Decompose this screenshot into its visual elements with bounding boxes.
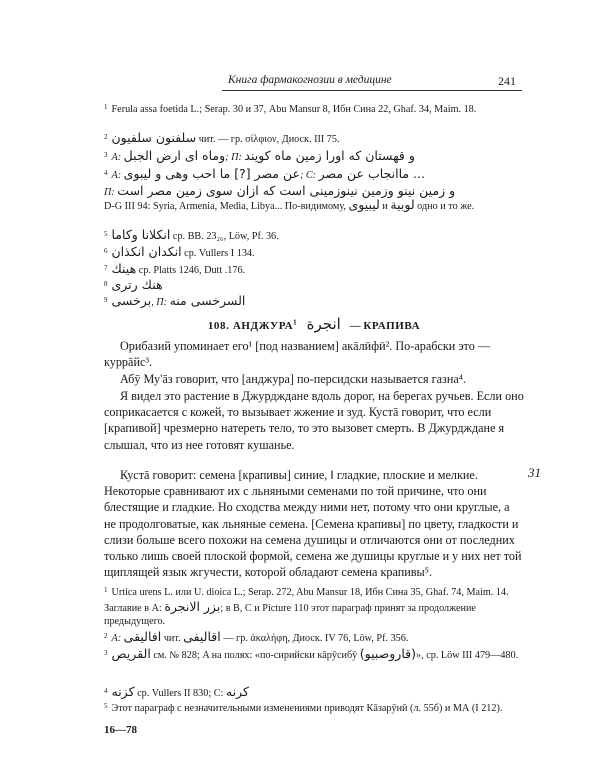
body-paragraph: Кустā говорит: семена [крапивы] синие, ‖ гладкие, плоские и мелкие. Некоторые сравнивают их с льняными семенами по той причине, что они блестящие и гладкие. Но сходства между ними нет, потому что они круглые, а не продолговатые, как льняные семена. [Семена крапивы] по цвету, гладкости и слизи больше всего похожи на семена душицы и отличаются они от последних только лишь своей плоской формой, семена же душицы круглые и у них нет той щиплящей язык жгучести, которой обладают семена крапивы⁵.: [104, 468, 522, 580]
footnote-5: $^5$ انکلانا وکاما ср. BB. 23₂₆, Löw, Pf. 36.: [104, 227, 279, 242]
printer-signature: 16—78: [104, 724, 137, 736]
footnote-6: $^6$ انکدان انکذان ср. Vullers I 134.: [104, 244, 255, 259]
footnote-b4: $^4$ کزنه ср. Vullers II 830; C: کرنه: [104, 684, 249, 699]
body-paragraph: Абӯ Му'āз говорит, что [анджура] по-персидски называется газна⁴.: [120, 372, 467, 386]
running-title: Книга фармакогнозии в медицине: [228, 74, 392, 86]
footnote-9: $^9$ برخسی, П: السرخسی منه: [104, 293, 246, 308]
footnote-7: $^7$ هینك ср. Platts 1246, Dutt .176.: [104, 261, 246, 276]
footnote-3: $^3$ A: وماه ای ارض الجبل; П: و قهستان که اورا زمین ماه کویند: [104, 148, 415, 163]
header-rule: [222, 90, 522, 91]
footnote-b5: $^5$ Этот параграф с незначительными изменениями приводят Кāзарӯнӣ (л. 55б) и МА (I 212).: [104, 702, 503, 714]
section-heading: 108. АНДЖУРА$^1$ انجرة — КРАПИВА: [207, 315, 421, 333]
footnote-b2: $^2$ A: افالیقی чит. اقالیفی — гр. ἀκαλήφη, Диоск. IV 76, Löw, Pf. 356.: [104, 629, 409, 644]
footnote-8: $^8$ هنك رتری: [104, 277, 163, 292]
body-paragraph: Я видел это растение в Джурдждане вдоль дорог, на берегах ручьев. Если оно соприкасается с кожей, то вызывает жжение и зуд. Кустā говорит, что если [крапивой] чрезмерно натереть тело, то это вызовет смерть. В Джурдждане я слышал, что из нее готовят кушанье.: [104, 389, 524, 452]
margin-folio-number: 31: [528, 465, 541, 480]
footnote-b3: $^3$ القریص см. № 828; A на полях: «по-сирийски кāрӯсибӯ (قاروصبیو)», ср. Löw III 479—480.: [104, 646, 519, 661]
page-number: 241: [498, 74, 516, 88]
footnote-b1: $^1$ Urtica urens L. или U. dioica L.; Serap. 272, Abu Mansur 18, Ибн Сина 35, Ghaf. 74, Maim. 14. Заглавие в A: بزر الانجرة; в B, C и Picture 110 этот параграф принят за продолжение предыдущего.: [104, 586, 509, 627]
footnote-4: $^4$ A: عن مصر [?] ما احب وهی و لیبوی; C: ... ماانجاب عن مصر: [104, 166, 425, 181]
running-header: [222, 72, 522, 90]
footnote-1: $^1$ Ferula assa foetida L.; Serap. 30 и 37, Abu Mansur 8, Ибн Сина 22, Ghaf. 34, Maim. 18.: [104, 103, 477, 115]
body-paragraph: Орибазий упоминает его¹ [под названием] акāлӣфӣ². По-арабски это — куррāйс³.: [104, 339, 491, 370]
footnote-2: $^2$ سلفنون سلفيون чит. — гр. σίλφιον, Диоск. III 75.: [104, 130, 340, 145]
footnote-4-cont-2: D-G III 94: Syria, Armenia, Media, Libya... По-видимому, لیبیوی и لوبیة одно и то же.: [104, 197, 475, 212]
footnote-4-cont: П: و زمین نینو وزمین نینوزمینی است که ازان سوی زمین مصر است: [104, 183, 456, 198]
